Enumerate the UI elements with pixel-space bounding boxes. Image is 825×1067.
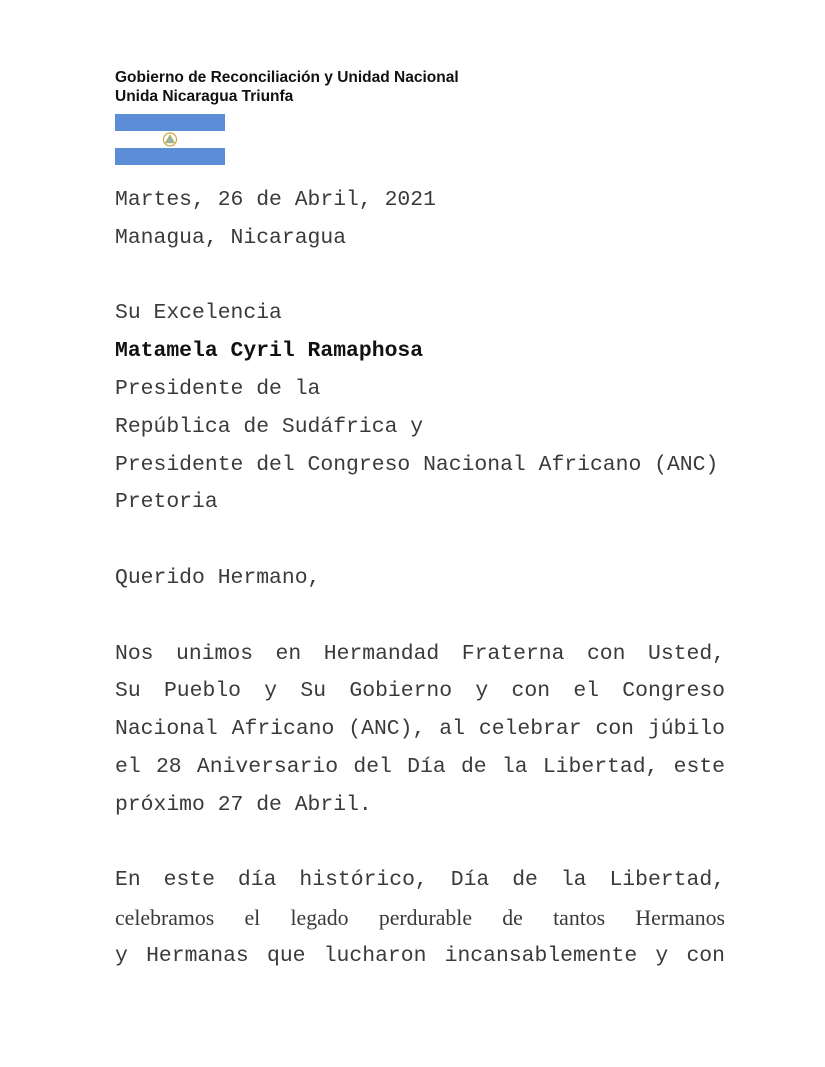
recipient-title-line: República de Sudáfrica y	[115, 414, 424, 439]
recipient-title-line: Presidente del Congreso Nacional Africano (ANC)	[115, 452, 719, 477]
government-header	[115, 68, 459, 106]
paragraph-line: Nacional Africano (ANC), al celebrar con júbilo	[115, 717, 725, 742]
recipient-name: Matamela Cyril Ramaphosa	[115, 339, 424, 364]
letter-place: Managua, Nicaragua	[115, 225, 347, 250]
letter-body	[115, 182, 725, 976]
letter-greeting: Querido Hermano,	[115, 565, 321, 590]
recipient-salutation: Su Excelencia	[115, 301, 282, 326]
paragraph-line: En este día histórico, Día de la Libertad,	[115, 868, 725, 893]
paragraph-line: próximo 27 de Abril.	[115, 792, 372, 817]
government-slogan: Unida Nicaragua Triunfa	[115, 88, 294, 105]
letter-date: Martes, 26 de Abril, 2021	[115, 188, 436, 212]
paragraph-line: el 28 Aniversario del Día de la Libertad, este	[115, 754, 725, 779]
paragraph-line: Su Pueblo y Su Gobierno y con el Congreso	[115, 679, 725, 704]
nicaragua-flag-icon	[115, 114, 225, 165]
paragraph-line: Nos unimos en Hermandad Fraterna con Usted,	[115, 641, 725, 666]
recipient-title-line: Presidente de la	[115, 376, 321, 401]
paragraph-line: celebramos el legado perdurable de tantos Hermanos	[115, 906, 725, 931]
government-name: Gobierno de Reconciliación y Unidad Nacional	[115, 69, 459, 86]
recipient-city: Pretoria	[115, 490, 218, 515]
paragraph-line: y Hermanas que lucharon incansablemente y con	[115, 943, 725, 968]
